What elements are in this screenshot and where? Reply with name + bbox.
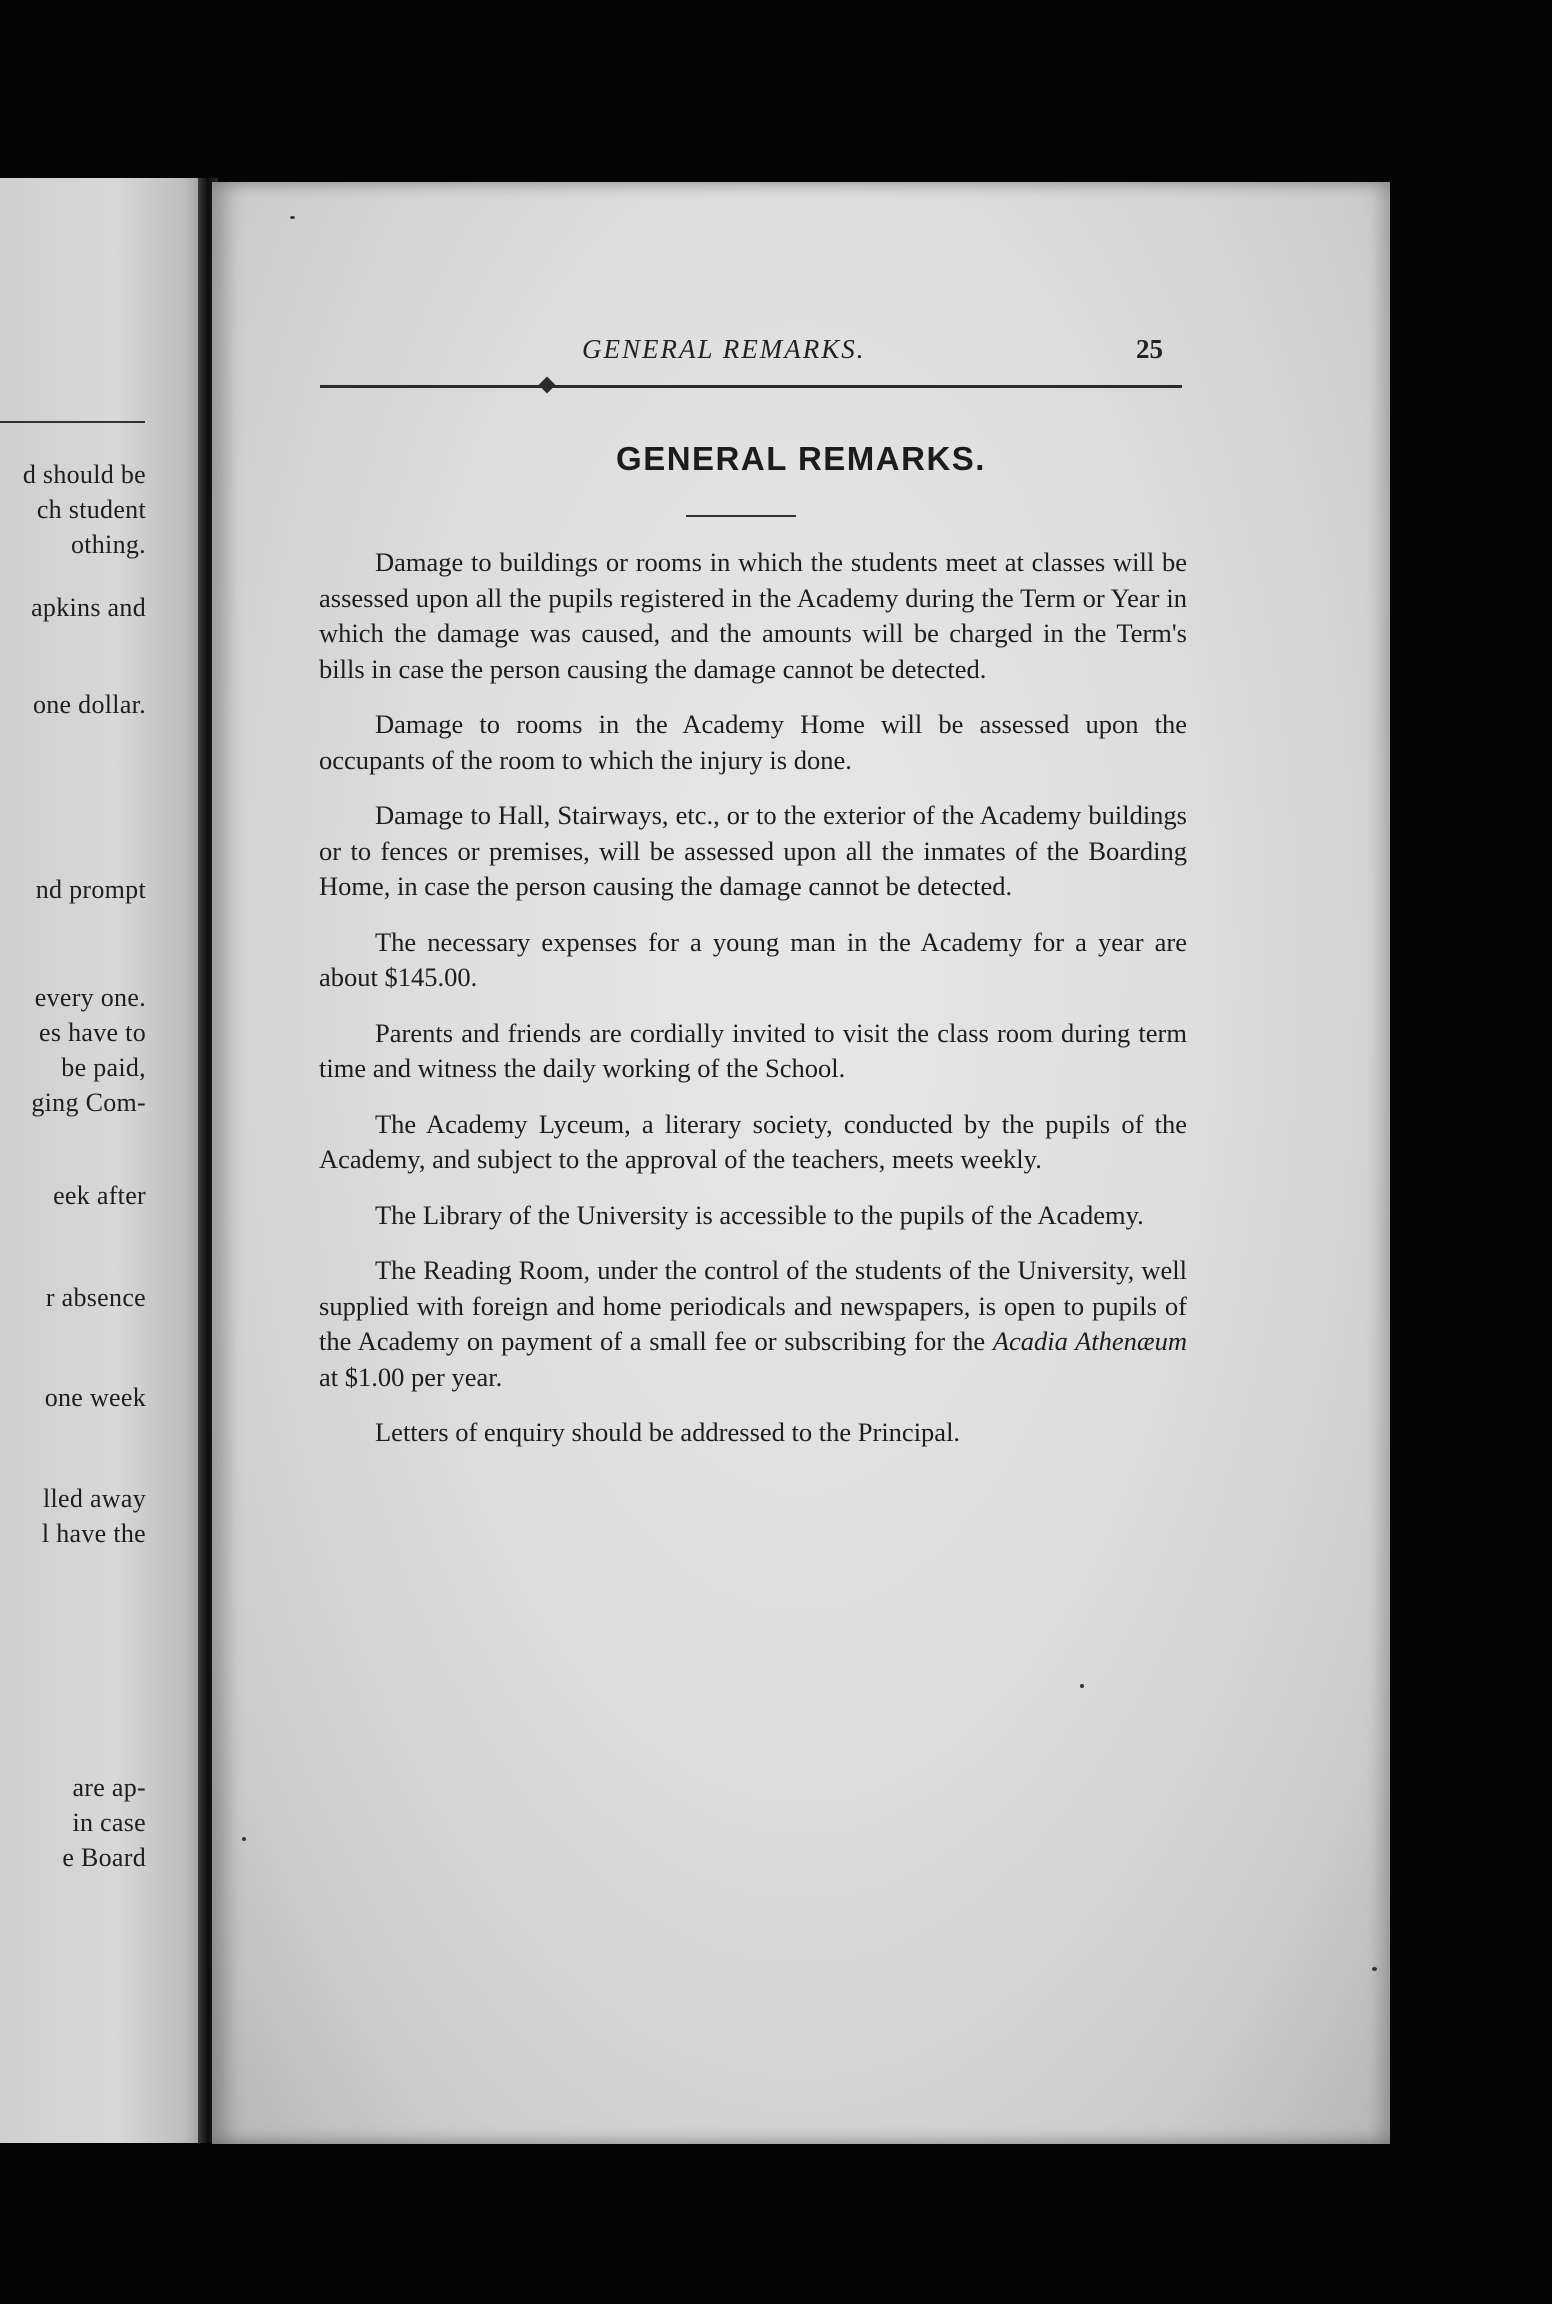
previous-page-line: one week [44, 1383, 146, 1412]
paper-speck [242, 1837, 246, 1841]
previous-page-line: d should be [22, 460, 146, 489]
paragraph-visitors: Parents and friends are cordially invited to visit the class room during term time and witness the daily working of the School. [319, 1017, 1187, 1083]
reading-room-text-end: at $1.00 per year. [319, 1361, 503, 1392]
page-number: 25 [1136, 334, 1163, 364]
previous-page-line: nd prompt [35, 875, 146, 904]
previous-page-line: in case [72, 1808, 146, 1837]
previous-page-line: ch student [36, 495, 146, 524]
previous-page-rule [0, 421, 145, 423]
periodical-title: Acadia Athenæum [992, 1326, 1187, 1356]
paragraph-enquiry: Letters of enquiry should be addressed to the Principal. [375, 1417, 961, 1447]
paper-speck [1080, 1684, 1084, 1688]
paragraph-expenses: The necessary expenses for a young man in the Academy for a year are about $145.00. [319, 926, 1187, 992]
previous-page-line: es have to [39, 1018, 146, 1047]
previous-page-line: ging Com- [31, 1088, 146, 1117]
previous-page-line: r absence [45, 1283, 146, 1312]
previous-page-line: are ap- [72, 1773, 146, 1802]
section-title: GENERAL REMARKS. [616, 440, 986, 477]
reading-room-text: The Reading Room, under the control of the students of the University, well supplied with foreign and home periodicals and newspapers, is open to pupils of the Academy on payment of a small fee or subscribing for the [319, 1255, 1187, 1356]
paragraph-damage-buildings: Damage to buildings or rooms in which the students meet at classes will be assessed upon all the pupils registered in the Academy during the Term or Year in which the damage was caused, and the amounts will be charged in the Term's bills in case the person causing the damage cannot be detected. [319, 547, 1187, 684]
paragraph-library: The Library of the University is accessible to the pupils of the Academy. [375, 1199, 1144, 1230]
previous-page-line: be paid, [61, 1053, 146, 1082]
previous-page-line: othing. [70, 530, 146, 559]
previous-page-line: l have the [41, 1519, 146, 1548]
paper-speck [1372, 1967, 1377, 1971]
paragraph-damage-rooms: Damage to rooms in the Academy Home will be assessed upon the occupants of the room to which the injury is done. [319, 709, 1187, 775]
running-head: GENERAL REMARKS. [582, 334, 866, 364]
title-rule [686, 515, 796, 517]
previous-page-line: e Board [62, 1843, 146, 1872]
previous-page-line: one dollar. [32, 690, 146, 719]
previous-page-line: lled away [42, 1484, 146, 1513]
previous-page-line: every one. [34, 983, 146, 1012]
header-rule [320, 385, 1182, 388]
previous-page-fragment [0, 178, 210, 2143]
previous-page-line: apkins and [31, 593, 146, 622]
paragraph-damage-hall: Damage to Hall, Stairways, etc., or to the exterior of the Academy buildings or to fences or premises, will be assessed upon all the inmates of the Boarding Home, in case the person causing the damage cannot be detected. [319, 800, 1187, 901]
body-text [319, 545, 1187, 1451]
paragraph-reading-room [319, 1253, 1187, 1395]
header-rule-ornament [539, 377, 556, 394]
paper-speck [290, 216, 295, 219]
paragraph-lyceum: The Academy Lyceum, a literary society, conducted by the pupils of the Academy, and subject to the approval of the teachers, meets weekly. [319, 1108, 1187, 1174]
previous-page-line: eek after [53, 1181, 146, 1210]
document-page [212, 182, 1390, 2144]
